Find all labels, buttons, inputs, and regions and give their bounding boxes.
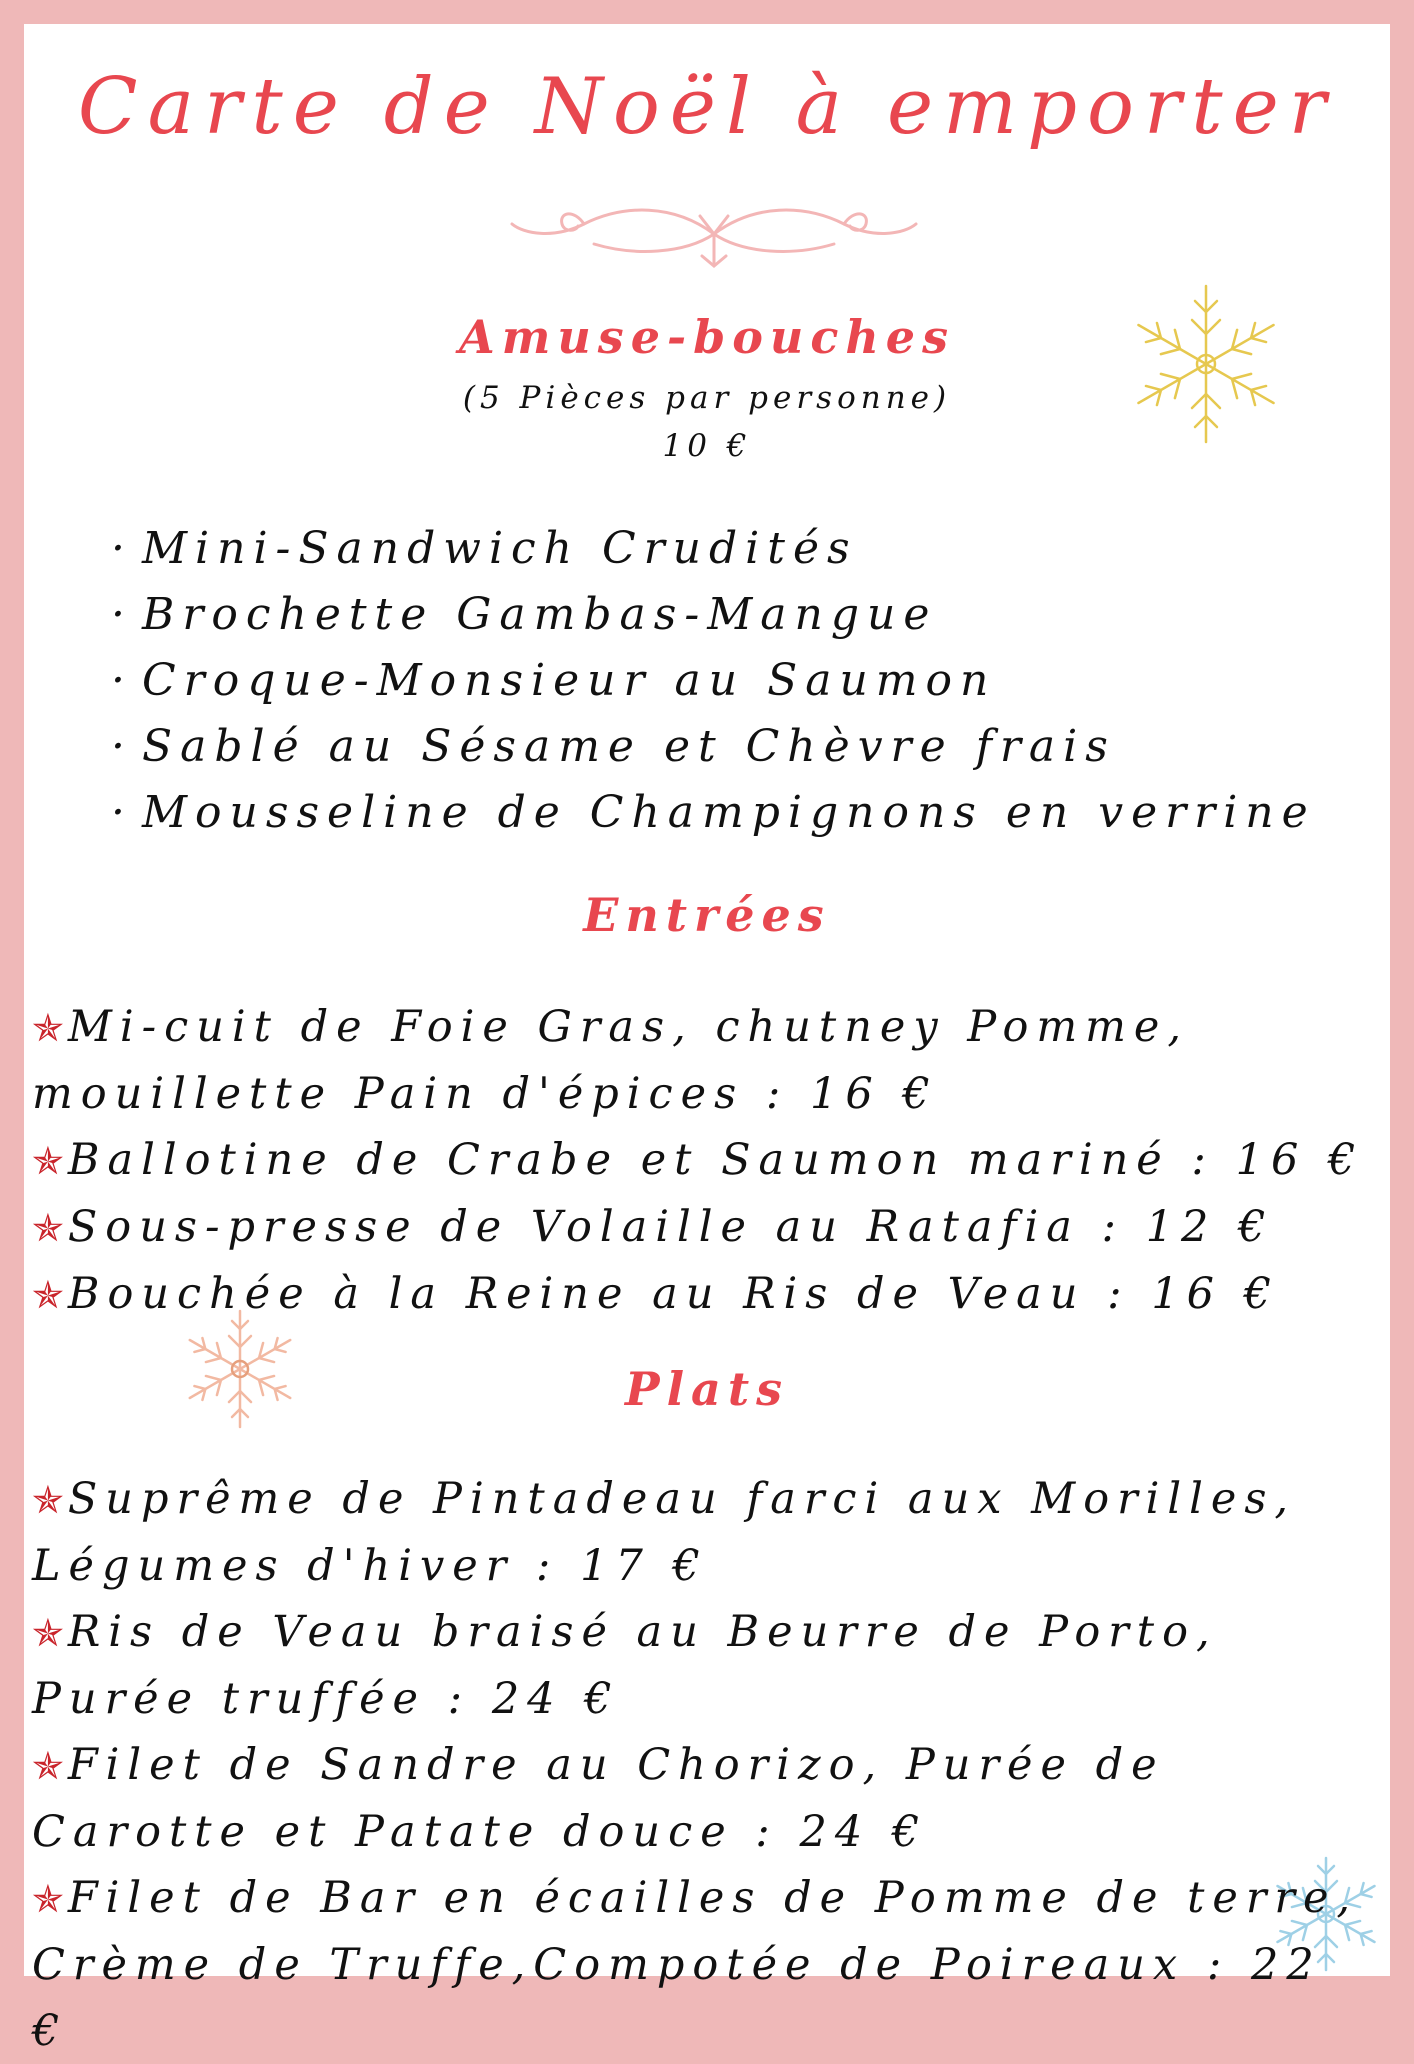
gold-snowflake-icon [1126, 279, 1286, 449]
plats-list [32, 1466, 1372, 2064]
plats-heading: Plats [624, 1362, 789, 1416]
bullet-dot: · [111, 523, 125, 574]
list-item: · Sablé au Sésame et Chèvre frais [94, 714, 1316, 780]
list-item: ✯Filet de Sandre au Chorizo, Purée de Carotte et Patate douce : 24 € [32, 1740, 1165, 1857]
entrees-heading: Entrées [583, 888, 831, 942]
star-icon: ✯ [32, 1744, 64, 1788]
entrees-list [32, 994, 1372, 1328]
bullet-dot: · [111, 589, 125, 640]
amuse-bouches-note: (5 Pièces par personne) [462, 380, 952, 416]
star-icon: ✯ [32, 1139, 64, 1183]
amuse-bouches-heading: Amuse-bouches [459, 310, 955, 364]
list-item: ✯Ris de Veau braisé au Beurre de Porto, Purée truffée : 24 € [32, 1607, 1218, 1724]
amuse-bouches-list [94, 516, 1316, 846]
flourish-ornament [504, 194, 924, 274]
star-icon: ✯ [32, 1877, 64, 1921]
star-icon: ✯ [32, 1006, 64, 1050]
bullet-dot: · [111, 655, 125, 706]
star-icon: ✯ [32, 1206, 64, 1250]
star-icon: ✯ [32, 1478, 64, 1522]
star-icon: ✯ [32, 1273, 64, 1317]
amuse-bouches-price: 10 € [662, 428, 752, 464]
list-item: ✯Bouchée à la Reine au Ris de Veau : 16 € [32, 1269, 1280, 1319]
list-item: · Brochette Gambas-Mangue [94, 582, 1316, 648]
star-icon: ✯ [32, 1611, 64, 1655]
menu-title: Carte de Noël à emporter [77, 62, 1337, 152]
bullet-dot: · [111, 721, 125, 772]
list-item: ✯Suprême de Pintadeau farci aux Morilles, Légumes d'hiver : 17 € [32, 1474, 1297, 1591]
menu-card [24, 24, 1390, 2056]
list-item: · Mousseline de Champignons en verrine [94, 780, 1316, 846]
bullet-dot: · [111, 787, 125, 838]
list-item: ✯Ballotine de Crabe et Saumon mariné : 16 € [32, 1135, 1364, 1185]
list-item: ✯Filet de Bar en écailles de Pomme de terre, Crème de Truffe,Compotée de Poireaux : 22 € [32, 1873, 1359, 2056]
list-item: · Mini-Sandwich Crudités [94, 516, 1316, 582]
list-item: · Croque-Monsieur au Saumon [94, 648, 1316, 714]
list-item: ✯Mi-cuit de Foie Gras, chutney Pomme, mouillette Pain d'épices : 16 € [32, 1002, 1190, 1119]
list-item: ✯Sous-presse de Volaille au Ratafia : 12 € [32, 1202, 1274, 1252]
